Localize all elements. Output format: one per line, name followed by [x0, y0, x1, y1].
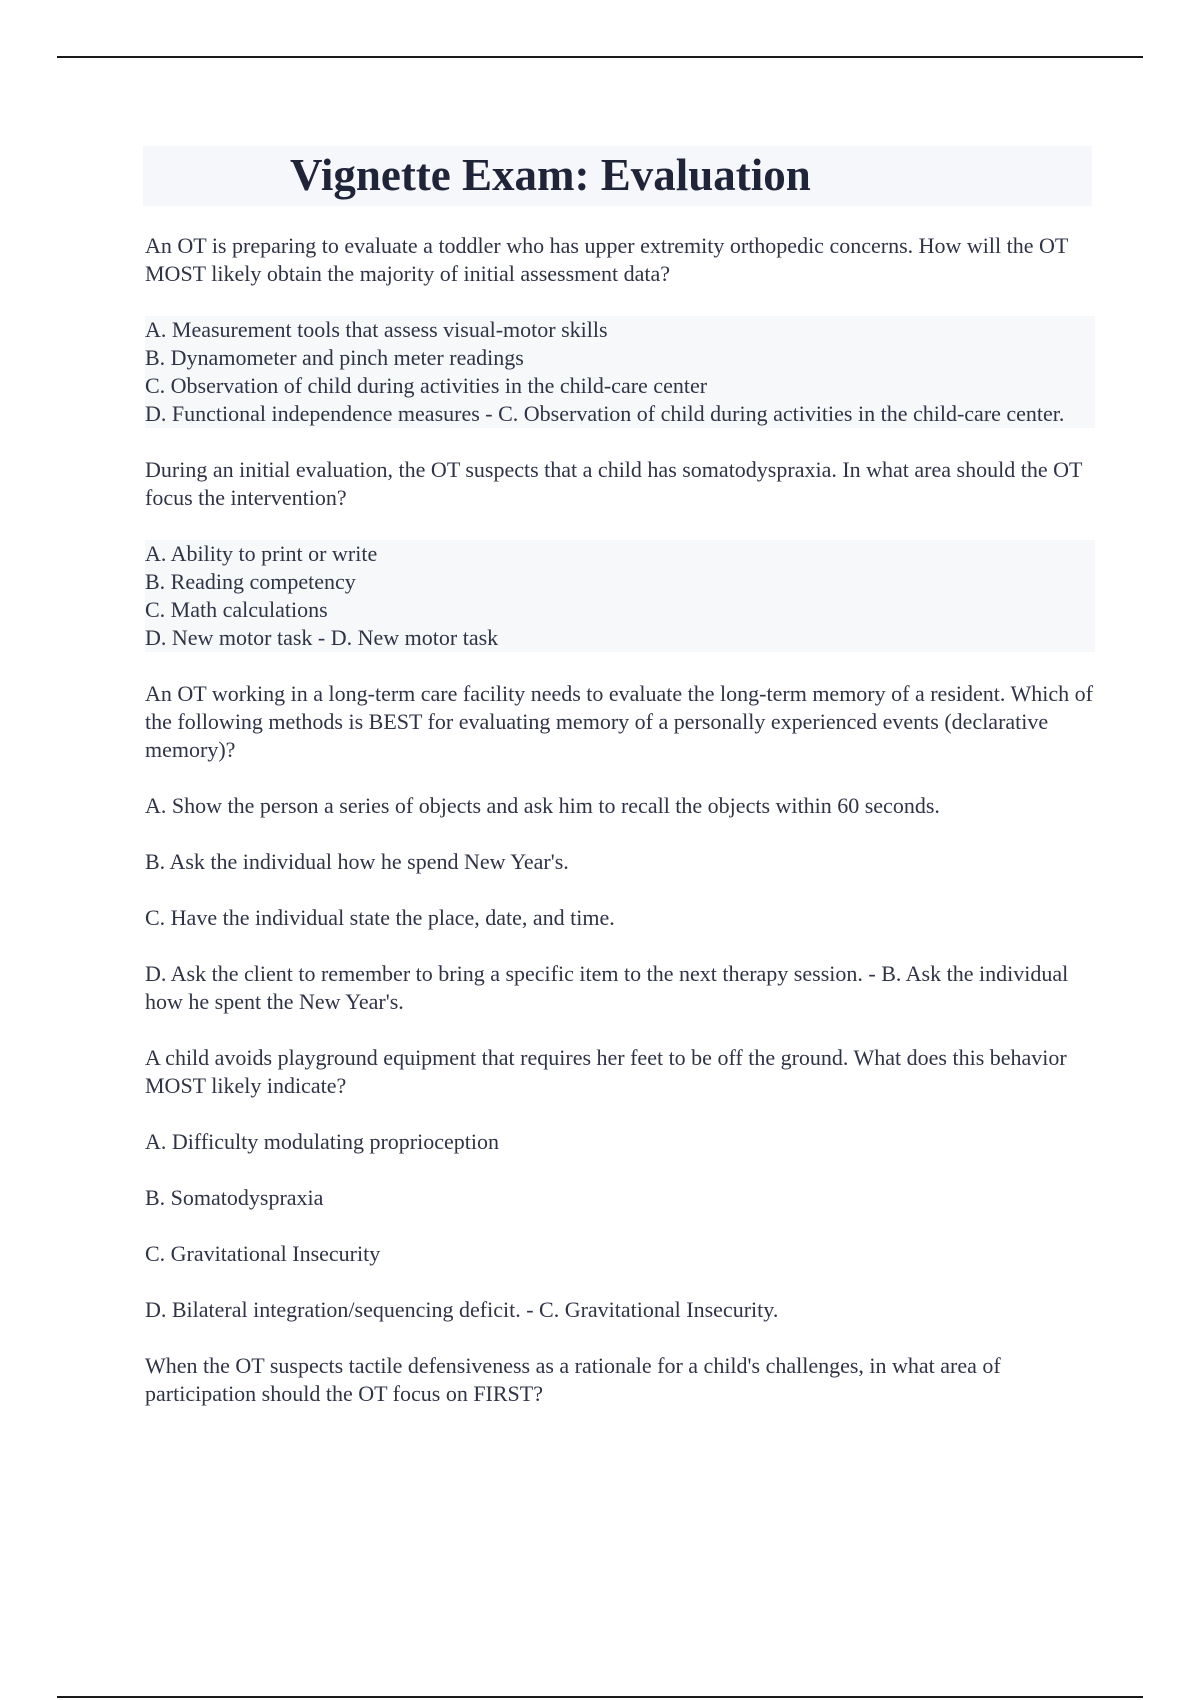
question-3-option-a: A. Show the person a series of objects and ask him to recall the objects within 60 seconds.: [145, 793, 940, 818]
top-rule: [57, 56, 1143, 58]
question-2-option-b: B. Reading competency: [145, 568, 1095, 596]
question-1-options: [145, 316, 1095, 428]
question-1-option-d: D. Functional independence measures - C. Observation of child during activities in the child-care center.: [145, 400, 1095, 428]
question-2-stem: During an initial evaluation, the OT suspects that a child has somatodyspraxia. In what area should the OT focus the intervention?: [145, 457, 1083, 510]
question-3-option-b: B. Ask the individual how he spend New Year's.: [145, 849, 569, 874]
question-4-option-c: C. Gravitational Insecurity: [145, 1241, 381, 1266]
question-2-option-a: A. Ability to print or write: [145, 540, 1095, 568]
question-2-option-c: C. Math calculations: [145, 596, 1095, 624]
document-title: Vignette Exam: Evaluation: [290, 150, 811, 200]
question-2-options: [145, 540, 1095, 652]
question-3-option-d: D. Ask the client to remember to bring a specific item to the next therapy session. - B. Ask the individual how he spent the New Year's.: [145, 961, 1069, 1014]
question-3-option-c: C. Have the individual state the place, date, and time.: [145, 905, 615, 930]
bottom-rule: [57, 1696, 1143, 1698]
question-1-stem: An OT is preparing to evaluate a toddler who has upper extremity orthopedic concerns. How will the OT MOST likely obtain the majority of initial assessment data?: [145, 233, 1068, 286]
question-1-option-a: A. Measurement tools that assess visual-motor skills: [145, 316, 1095, 344]
document-body: [145, 232, 1095, 1436]
question-1-option-c: C. Observation of child during activities in the child-care center: [145, 372, 1095, 400]
question-4-option-d: D. Bilateral integration/sequencing deficit. - C. Gravitational Insecurity.: [145, 1297, 779, 1322]
question-5-stem: When the OT suspects tactile defensiveness as a rationale for a child's challenges, in what area of participation should the OT focus on FIRST?: [145, 1353, 1001, 1406]
question-4-option-a: A. Difficulty modulating proprioception: [145, 1129, 499, 1154]
question-2-option-d: D. New motor task - D. New motor task: [145, 624, 1095, 652]
question-4-option-b: B. Somatodyspraxia: [145, 1185, 324, 1210]
question-1-option-b: B. Dynamometer and pinch meter readings: [145, 344, 1095, 372]
question-4-stem: A child avoids playground equipment that requires her feet to be off the ground. What does this behavior MOST likely indicate?: [145, 1045, 1067, 1098]
question-3-stem: An OT working in a long-term care facility needs to evaluate the long-term memory of a resident. Which of the following methods is BEST for evaluating memory of a personally experienced events (declarative memory)?: [145, 681, 1093, 762]
